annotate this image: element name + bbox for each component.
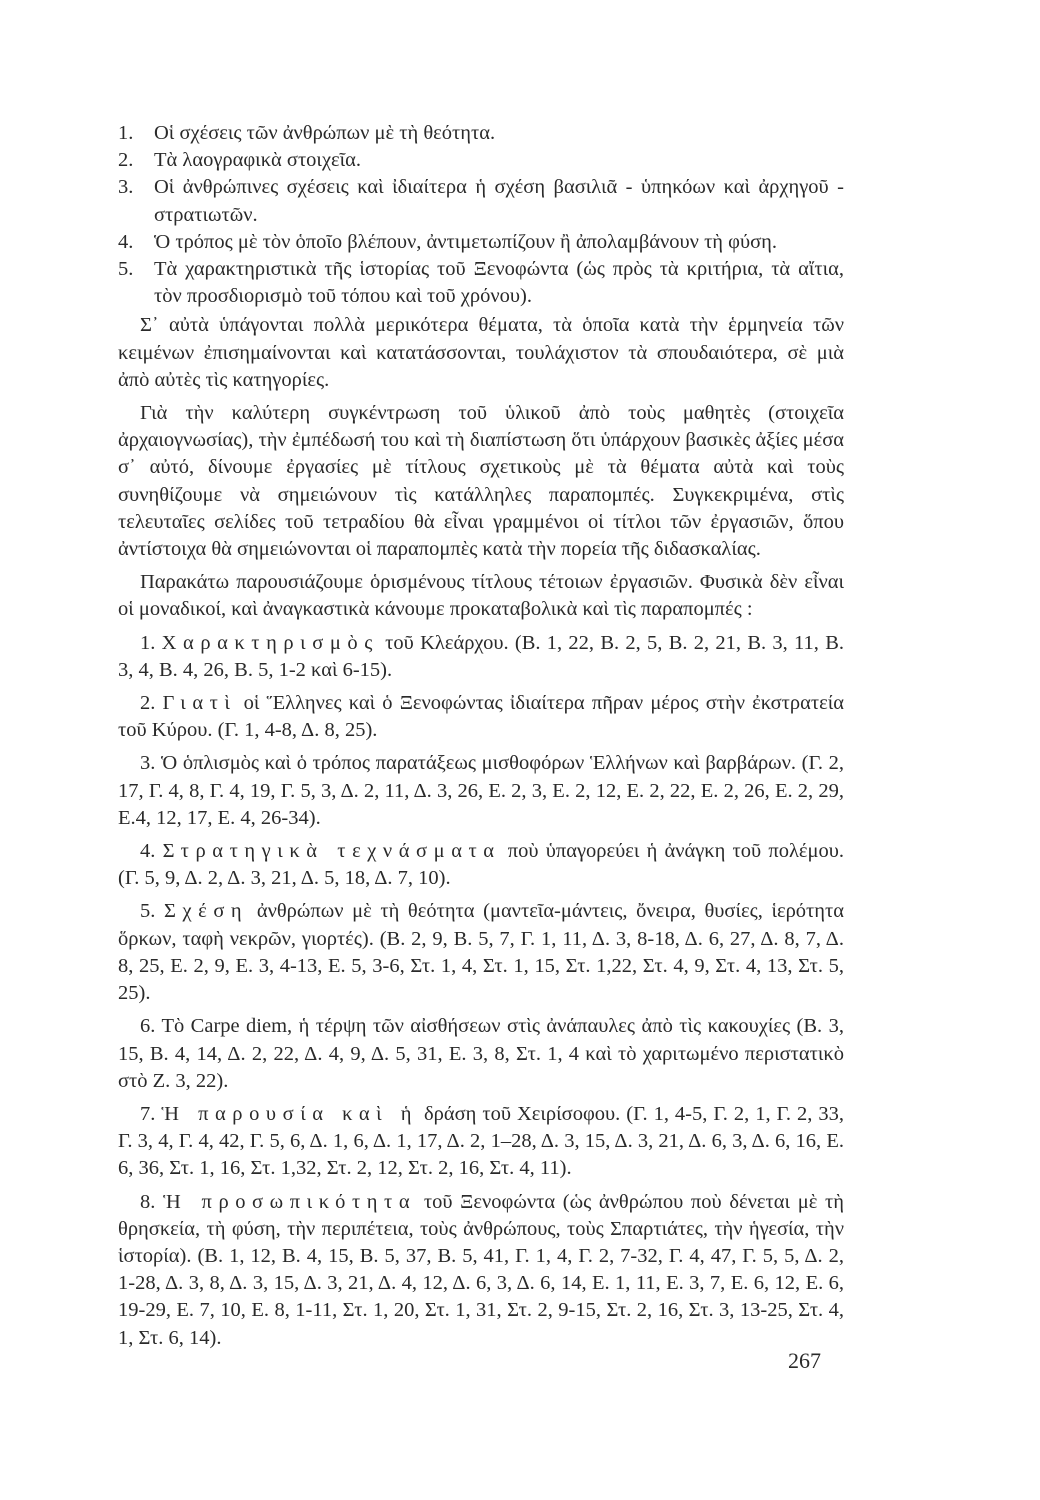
item-text: ἀνθρώπων μὲ τὴ θεότητα (μαντεῖα-μάντεις, ὄνειρα, θυσίες, ἱερότητα ὅρκων, ταφὴ νεκρῶν, γιορτές). (Β. 2, 9, Β. 5, 7, Γ. 1, 11, Δ. 3, 8-18, Δ. 6, 27, Δ. 8, 7, Δ. 8, 25, Ε. 2, 9, Ε. 3, 4-13, Ε. 5, 3-6, Στ. 1, 4, Στ. 1, 15, Στ. 1,22, Στ. 4, 9, Στ. 4, 13, Στ. 5, 25). (118, 900, 844, 1005)
item-number: 1. (140, 631, 156, 654)
item-number: 8. (140, 1190, 156, 1213)
paragraph: Παρακάτω παρουσιάζουμε ὁρισμένους τίτλους τέτοιων ἐργασιῶν. Φυσικὰ δὲν εἶναι οἱ μοναδικοί, καὶ ἀναγκαστικὰ κάνουμε προκαταβολικὰ καὶ τὶς παραπομπές : (118, 571, 844, 621)
item-text: δράση τοῦ Χειρίσοφου. (Γ. 1, 4-5, Γ. 2, 1, Γ. 2, 33, Γ. 3, 4, Γ. 4, 42, Γ. 5, 6, Δ. 1, 6, Δ. 1, 17, Δ. 2, 1–28, Δ. 3, 15, Δ. 3, 21, Δ. 6, 3, Δ. 6, 16, Ε. 6, 36, Στ. 1, 16, Στ. 1,32, Στ. 2, 12, Στ. 2, 16, Στ. 4, 11). (118, 1102, 845, 1180)
item-spaced-title: Σχέση (164, 900, 249, 923)
assignment-item (118, 1189, 844, 1352)
assignment-item (118, 838, 844, 892)
item-number: 3. (140, 752, 156, 775)
page-body (118, 120, 844, 1358)
list-item-number: 5. (118, 258, 134, 281)
list-item (118, 256, 844, 310)
page-number: 267 (788, 1348, 821, 1373)
assignment-item (118, 690, 844, 744)
item-number: 4. (140, 840, 156, 863)
list-item (118, 229, 844, 256)
list-item-number: 4. (118, 230, 134, 253)
assignment-item (118, 1101, 844, 1183)
item-number: 6. (140, 1015, 156, 1038)
paragraph: Γιὰ τὴν καλύτερη συγκέντρωση τοῦ ὑλικοῦ ἀπὸ τοὺς μαθητὲς (στοιχεῖα ἀρχαιογνωσίας), τὴν ἐμπέδωσή του καὶ τὴ διαπίστωση ὅτι ὑπάρχουν βασικὲς ἀξίες μέσα σ᾿ αὐτό, δίνουμε ἐργασίες μὲ τίτλους σχετικοὺς μὲ τὰ θέματα αὐτὰ καὶ τοὺς συνηθίζουμε νὰ σημειώνουν τὶς κατάλληλες παραπομπές. Συγκεκριμένα, στὶς τελευταῖες σελίδες τοῦ τετραδίου θὰ εἶναι γραμμένοι οἱ τίτλοι τῶν ἐργασιῶν, ὅπου ἀντίστοιχα θὰ σημειώνονται οἱ παραπομπὲς κατὰ τὴν πορεία τῆς διδασκαλίας. (118, 402, 844, 561)
item-text: τοῦ Ξενοφώντα (ὡς ἀνθρώπου ποὺ δένεται μὲ τὴ θρησκεία, τὴ φύση, τὴν περιπέτεια, τοὺς ἀνθρώπους, τοὺς Σπαρτιάτες, τὴν ἡγεσία, τὴν ἱστορία). (Β. 1, 12, Β. 4, 15, Β. 5, 37, Β. 5, 41, Γ. 1, 4, Γ. 2, 7-32, Γ. 4, 47, Γ. 5, 5, Δ. 2, 1-28, Δ. 3, 8, Δ. 3, 15, Δ. 3, 21, Δ. 4, 12, Δ. 6, 3, Δ. 6, 14, Ε. 1, 11, Ε. 3, 7, Ε. 6, 12, Ε. 6, 19-29, Ε. 7, 10, Ε. 8, 1-11, Στ. 1, 20, Στ. 1, 31, Στ. 2, 9-15, Στ. 2, 16, Στ. 3, 13-25, Στ. 4, 1, Στ. 6, 14). (118, 1190, 844, 1349)
assignment-item (118, 750, 844, 832)
item-number: 5. (140, 900, 156, 923)
item-spaced-title: Γιατὶ (162, 692, 237, 715)
assignment-item (118, 898, 844, 1007)
item-text: τοῦ Κλεάρχου. (Β. 1, 22, Β. 2, 5, Β. 2, 21, Β. 3, 11, Β. 3, 4, Β. 4, 26, Β. 5, 1-2 καὶ 6-15). (118, 631, 844, 681)
list-item-text: Τὰ λαογραφικὰ στοιχεῖα. (154, 149, 362, 172)
list-item-text: Τὰ χαρακτηριστικὰ τῆς ἱστορίας τοῦ Ξενοφώντα (ὡς πρὸς τὰ κριτήρια, τὰ αἴτια, τὸν προσδιορισμὸ τοῦ τόπου καὶ τοῦ χρόνου). (154, 258, 844, 308)
item-number: 7. (140, 1102, 156, 1125)
item-spaced-title: Ἡ προσωπικότητα (163, 1190, 417, 1213)
item-text: ποὺ ὑπαγορεύει ἡ ἀνάγκη τοῦ πολέμου. (Γ. 5, 9, Δ. 2, Δ. 3, 21, Δ. 5, 18, Δ. 7, 10). (118, 840, 845, 890)
item-text: Τὸ Carpe diem, ἡ τέρψη τῶν αἰσθήσεων στὶς ἀνάπαυλες ἀπὸ τὶς κακουχίες (Β. 3, 15, Β. 4, 14, Δ. 2, 22, Δ. 4, 9, Δ. 5, 31, Ε. 3, 8, Στ. 1, 4 καὶ τὸ χαριτωμένο περιστατικὸ στὸ Ζ. 3, 22). (118, 1015, 844, 1092)
item-spaced-title: Χαρακτηρισμὸς (161, 631, 379, 654)
list-item-number: 1. (118, 122, 134, 144)
paragraph: Σ᾿ αὐτὰ ὑπάγονται πολλὰ μερικότερα θέματα, τὰ ὁποῖα κατὰ τὴν ἑρμηνεία τῶν κειμένων ἐπισημαίνονται καὶ κατατάσσονται, τουλάχιστον τὰ σπουδαιότερα, σὲ μιὰ ἀπὸ αὐτὲς τὶς κατηγορίες. (118, 314, 844, 391)
item-number: 2. (140, 692, 156, 715)
list-item-number: 3. (118, 176, 134, 199)
item-spaced-title: Ἡ παρουσία καὶ ἡ (161, 1102, 419, 1125)
assignment-item (118, 630, 844, 684)
list-item (118, 147, 844, 174)
category-list (118, 120, 844, 310)
list-item (118, 120, 844, 147)
item-text: οἱ Ἕλληνες καὶ ὁ Ξενοφώντας ἰδιαίτερα πῆραν μέρος στὴν ἐκστρατεία τοῦ Κύρου. (Γ. 1, 4-8, Δ. 8, 25). (118, 692, 844, 742)
list-item-text: Ὁ τρόπος μὲ τὸν ὁποῖο βλέπουν, ἀντιμετωπίζουν ἢ ἀπολαμβάνουν τὴ φύση. (154, 230, 778, 253)
list-item-text: Οἱ ἀνθρώπινες σχέσεις καὶ ἰδιαίτερα ἡ σχέση βασιλιᾶ - ὑπηκόων καὶ ἀρχηγοῦ - στρατιωτῶν. (154, 176, 844, 226)
assignment-item (118, 1013, 844, 1095)
list-item-number: 2. (118, 149, 134, 172)
list-item (118, 174, 844, 228)
item-spaced-title: Στρατηγικὰ τεχνάσματα (162, 840, 501, 863)
item-text: Ὁ ὁπλισμὸς καὶ ὁ τρόπος παρατάξεως μισθοφόρων Ἑλλήνων καὶ βαρβάρων. (Γ. 2, 17, Γ. 4, 8, Γ. 4, 19, Γ. 5, 3, Δ. 2, 11, Δ. 3, 26, Ε. 2, 3, Ε. 2, 12, Ε. 2, 22, Ε. 2, 26, Ε. 2, 29, Ε.4, 12, 17, Ε. 4, 26-34). (118, 752, 845, 829)
list-item-text: Οἱ σχέσεις τῶν ἀνθρώπων μὲ τὴ θεότητα. (154, 122, 496, 144)
